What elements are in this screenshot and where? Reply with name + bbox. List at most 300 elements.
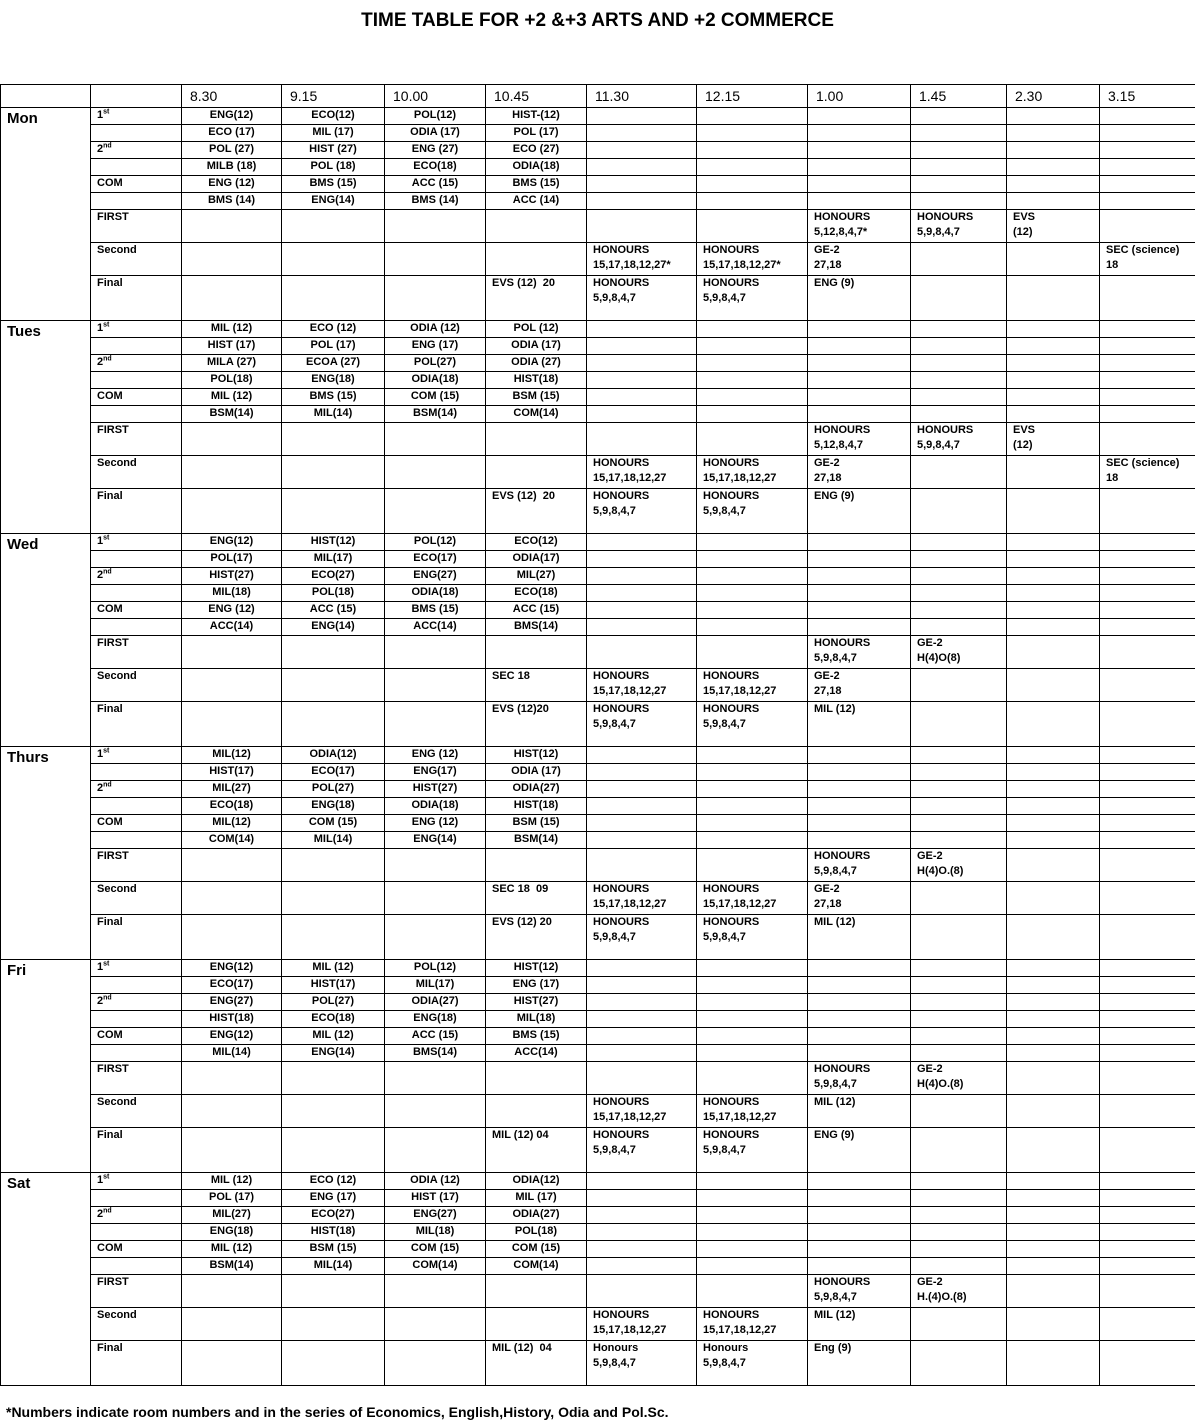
schedule-cell: HIST (27) (282, 142, 385, 159)
schedule-cell: MILA (27) (182, 355, 282, 372)
schedule-cell (385, 423, 486, 456)
table-row (1, 243, 1195, 276)
schedule-cell (1100, 159, 1195, 176)
schedule-cell (911, 585, 1007, 602)
schedule-cell (587, 1224, 697, 1241)
schedule-cell: ENG (12) (385, 815, 486, 832)
schedule-cell (587, 994, 697, 1011)
class-label: COM (91, 815, 182, 832)
schedule-cell (1100, 406, 1195, 423)
schedule-cell: HONOURS 15,17,18,12,27 (587, 882, 697, 915)
class-label (91, 125, 182, 142)
schedule-cell (911, 602, 1007, 619)
schedule-cell (808, 1258, 911, 1275)
table-row (1, 1341, 1195, 1386)
schedule-cell (911, 321, 1007, 338)
schedule-cell (697, 994, 808, 1011)
schedule-cell: ODIA (12) (385, 321, 486, 338)
schedule-cell (808, 1207, 911, 1224)
schedule-cell (1100, 602, 1195, 619)
schedule-cell: SEC (science) 18 (1100, 456, 1195, 489)
table-row (1, 372, 1195, 389)
schedule-cell: ECO(27) (282, 568, 385, 585)
schedule-cell: Honours 5,9,8,4,7 (697, 1341, 808, 1386)
schedule-cell: HIST(12) (486, 747, 587, 764)
schedule-cell: MIL(18) (486, 1011, 587, 1028)
day-label: Fri (1, 960, 91, 1173)
schedule-cell (697, 1062, 808, 1095)
schedule-cell: ECOA (27) (282, 355, 385, 372)
schedule-cell (385, 1095, 486, 1128)
schedule-cell: POL (18) (282, 159, 385, 176)
class-label: 1st (91, 1173, 182, 1190)
schedule-cell (1100, 276, 1195, 321)
schedule-cell (587, 1241, 697, 1258)
schedule-cell (587, 1045, 697, 1062)
schedule-cell (1007, 1275, 1100, 1308)
schedule-cell (911, 1190, 1007, 1207)
schedule-cell: POL(27) (282, 781, 385, 798)
schedule-cell (587, 764, 697, 781)
schedule-cell (911, 534, 1007, 551)
schedule-cell (1007, 994, 1100, 1011)
schedule-cell: GE-2 H(4)O.(8) (911, 1062, 1007, 1095)
schedule-cell (911, 1258, 1007, 1275)
table-row (1, 355, 1195, 372)
schedule-cell (1100, 764, 1195, 781)
schedule-cell (911, 389, 1007, 406)
schedule-cell: HIST(12) (282, 534, 385, 551)
schedule-cell (587, 960, 697, 977)
schedule-cell (1007, 568, 1100, 585)
schedule-cell (587, 338, 697, 355)
schedule-cell (697, 423, 808, 456)
schedule-cell (1100, 176, 1195, 193)
schedule-cell: ENG(12) (182, 534, 282, 551)
header-time: 11.30 (587, 85, 697, 108)
table-row (1, 1207, 1195, 1224)
schedule-cell (697, 585, 808, 602)
schedule-cell: GE-2 H(4)O.(8) (911, 849, 1007, 882)
schedule-cell: ODIA (17) (486, 338, 587, 355)
schedule-cell: HIST (17) (182, 338, 282, 355)
schedule-cell (1100, 1275, 1195, 1308)
schedule-cell: ODIA(27) (486, 781, 587, 798)
schedule-cell (1007, 1173, 1100, 1190)
page-title: TIME TABLE FOR +2 &+3 ARTS AND +2 COMMERCE (361, 10, 834, 31)
schedule-cell (385, 1308, 486, 1341)
schedule-cell: BSM (15) (486, 815, 587, 832)
schedule-cell (911, 1095, 1007, 1128)
table-row (1, 849, 1195, 882)
schedule-cell: ECO (12) (282, 1173, 385, 1190)
table-row (1, 389, 1195, 406)
schedule-cell: MILB (18) (182, 159, 282, 176)
schedule-cell (911, 747, 1007, 764)
schedule-cell: HONOURS 5,9,8,4,7 (587, 702, 697, 747)
schedule-cell (182, 210, 282, 243)
schedule-cell (182, 423, 282, 456)
class-label (91, 832, 182, 849)
schedule-cell (808, 142, 911, 159)
schedule-cell: MIL (12) (182, 1173, 282, 1190)
class-label: 2nd (91, 1207, 182, 1224)
schedule-cell: MIL (12) (808, 1308, 911, 1341)
table-row (1, 210, 1195, 243)
schedule-cell (697, 355, 808, 372)
schedule-cell (1100, 915, 1195, 960)
schedule-cell: POL(17) (182, 551, 282, 568)
schedule-cell (808, 534, 911, 551)
schedule-cell (1100, 1241, 1195, 1258)
schedule-cell: ECO(17) (182, 977, 282, 994)
schedule-cell (697, 1173, 808, 1190)
schedule-cell: ODIA (12) (385, 1173, 486, 1190)
schedule-cell: MIL(14) (282, 1258, 385, 1275)
schedule-cell (1007, 747, 1100, 764)
class-label (91, 764, 182, 781)
table-row (1, 193, 1195, 210)
schedule-cell: ODIA(17) (486, 551, 587, 568)
schedule-cell (1007, 1308, 1100, 1341)
schedule-cell: MIL(14) (282, 832, 385, 849)
schedule-cell (1100, 781, 1195, 798)
schedule-cell: ODIA(18) (385, 798, 486, 815)
schedule-cell: POL(12) (385, 534, 486, 551)
schedule-cell: Eng (9) (808, 1341, 911, 1386)
schedule-cell (182, 1128, 282, 1173)
schedule-cell (486, 1275, 587, 1308)
schedule-cell (1007, 159, 1100, 176)
schedule-cell (385, 1128, 486, 1173)
schedule-cell (697, 815, 808, 832)
schedule-cell (1007, 142, 1100, 159)
schedule-cell (1007, 193, 1100, 210)
schedule-cell (1100, 321, 1195, 338)
schedule-cell (1007, 702, 1100, 747)
schedule-cell (1007, 669, 1100, 702)
schedule-cell: ACC(14) (182, 619, 282, 636)
class-label: 2nd (91, 568, 182, 585)
schedule-cell: HIST(12) (486, 960, 587, 977)
schedule-cell: POL (17) (282, 338, 385, 355)
header-blank-day (1, 85, 91, 108)
schedule-cell (808, 832, 911, 849)
schedule-cell (808, 619, 911, 636)
schedule-cell (911, 882, 1007, 915)
schedule-cell (808, 1011, 911, 1028)
schedule-cell (697, 1258, 808, 1275)
schedule-cell (911, 193, 1007, 210)
schedule-cell: ODIA (17) (385, 125, 486, 142)
schedule-cell (1100, 1045, 1195, 1062)
class-label: Second (91, 882, 182, 915)
header-row (1, 85, 1195, 108)
schedule-cell (1007, 406, 1100, 423)
schedule-cell: EVS (12) 20 (486, 915, 587, 960)
schedule-cell (587, 619, 697, 636)
schedule-cell: POL(18) (486, 1224, 587, 1241)
schedule-cell: COM (15) (385, 1241, 486, 1258)
class-label: FIRST (91, 210, 182, 243)
schedule-cell: MIL(27) (182, 1207, 282, 1224)
schedule-cell: ACC(14) (486, 1045, 587, 1062)
schedule-cell: ENG (17) (486, 977, 587, 994)
schedule-cell: MIL (12) (808, 1095, 911, 1128)
schedule-cell (1100, 1258, 1195, 1275)
schedule-cell: MIL (12) (182, 1241, 282, 1258)
schedule-cell: HIST(17) (182, 764, 282, 781)
schedule-cell: BSM(14) (182, 406, 282, 423)
schedule-cell (808, 602, 911, 619)
schedule-cell (911, 977, 1007, 994)
schedule-cell (587, 1062, 697, 1095)
schedule-cell (282, 210, 385, 243)
schedule-cell (486, 849, 587, 882)
class-label: 2nd (91, 355, 182, 372)
footnote: *Numbers indicate room numbers and in the series of Economics, English,History, Odia and Pol.Sc. (6, 1404, 669, 1420)
schedule-cell (1007, 1011, 1100, 1028)
schedule-cell (697, 176, 808, 193)
schedule-cell (587, 977, 697, 994)
schedule-cell (1100, 423, 1195, 456)
schedule-cell (587, 159, 697, 176)
class-label: COM (91, 176, 182, 193)
schedule-cell: ENG(27) (182, 994, 282, 1011)
class-label: 2nd (91, 994, 182, 1011)
schedule-cell (1100, 815, 1195, 832)
schedule-cell: ENG(27) (385, 568, 486, 585)
schedule-cell (911, 815, 1007, 832)
schedule-cell (1007, 960, 1100, 977)
schedule-cell: ODIA (27) (486, 355, 587, 372)
schedule-cell: HONOURS 15,17,18,12,27 (697, 882, 808, 915)
schedule-cell (697, 321, 808, 338)
table-row (1, 142, 1195, 159)
schedule-cell (911, 1011, 1007, 1028)
schedule-cell (697, 977, 808, 994)
schedule-cell (911, 1241, 1007, 1258)
schedule-cell: HONOURS 5,9,8,4,7 (697, 702, 808, 747)
table-row (1, 108, 1195, 125)
schedule-cell: MIL(12) (182, 747, 282, 764)
schedule-cell (1100, 960, 1195, 977)
schedule-cell (1100, 636, 1195, 669)
class-label: COM (91, 1241, 182, 1258)
schedule-cell: POL(18) (182, 372, 282, 389)
table-row (1, 125, 1195, 142)
schedule-cell (911, 702, 1007, 747)
schedule-cell: BSM(14) (486, 832, 587, 849)
schedule-cell (385, 669, 486, 702)
schedule-cell (808, 1028, 911, 1045)
schedule-cell: HIST (17) (385, 1190, 486, 1207)
schedule-cell: ECO(18) (385, 159, 486, 176)
schedule-cell: HONOURS 5,9,8,4,7 (697, 276, 808, 321)
schedule-cell (1007, 321, 1100, 338)
schedule-cell: ECO(18) (486, 585, 587, 602)
table-row (1, 456, 1195, 489)
schedule-cell (1007, 1045, 1100, 1062)
schedule-cell (911, 406, 1007, 423)
class-label: COM (91, 389, 182, 406)
table-row (1, 585, 1195, 602)
schedule-cell (911, 915, 1007, 960)
schedule-cell: COM(14) (182, 832, 282, 849)
table-row (1, 321, 1195, 338)
schedule-cell: ODIA(18) (385, 372, 486, 389)
schedule-cell: MIL(18) (385, 1224, 486, 1241)
header-time: 10.00 (385, 85, 486, 108)
schedule-cell: HONOURS 15,17,18,12,27* (697, 243, 808, 276)
schedule-cell (697, 372, 808, 389)
schedule-cell: ACC (15) (385, 1028, 486, 1045)
table-row (1, 602, 1195, 619)
schedule-cell: ECO(17) (385, 551, 486, 568)
schedule-cell: GE-2 27,18 (808, 669, 911, 702)
schedule-cell (587, 1028, 697, 1045)
schedule-cell (808, 764, 911, 781)
schedule-cell (385, 489, 486, 534)
schedule-cell (1007, 1207, 1100, 1224)
schedule-cell (486, 1062, 587, 1095)
schedule-cell: HONOURS 5,9,8,4,7 (697, 489, 808, 534)
schedule-cell (587, 585, 697, 602)
schedule-cell (911, 372, 1007, 389)
schedule-cell: MIL(18) (182, 585, 282, 602)
schedule-cell (1007, 176, 1100, 193)
table-row (1, 1095, 1195, 1128)
schedule-cell (697, 568, 808, 585)
schedule-cell: MIL(14) (282, 406, 385, 423)
class-label: FIRST (91, 423, 182, 456)
class-label: Final (91, 702, 182, 747)
schedule-cell: Honours 5,9,8,4,7 (587, 1341, 697, 1386)
schedule-cell (1100, 372, 1195, 389)
schedule-cell: HONOURS 15,17,18,12,27 (697, 456, 808, 489)
schedule-cell: ENG(14) (282, 619, 385, 636)
schedule-cell: ENG (9) (808, 489, 911, 534)
schedule-cell: HIST-(12) (486, 108, 587, 125)
schedule-cell (1007, 915, 1100, 960)
class-label: Final (91, 1128, 182, 1173)
schedule-cell: ECO (17) (182, 125, 282, 142)
schedule-cell: EVS (12) (1007, 210, 1100, 243)
schedule-cell: ACC (15) (486, 602, 587, 619)
schedule-cell (911, 489, 1007, 534)
schedule-cell (697, 636, 808, 669)
schedule-cell (587, 849, 697, 882)
class-label (91, 338, 182, 355)
schedule-cell: ACC(14) (385, 619, 486, 636)
schedule-cell (1100, 1207, 1195, 1224)
table-row (1, 1275, 1195, 1308)
schedule-cell: BMS (15) (282, 389, 385, 406)
schedule-cell (808, 1224, 911, 1241)
schedule-cell: HIST(18) (282, 1224, 385, 1241)
schedule-cell: HONOURS 5,9,8,4,7 (808, 1275, 911, 1308)
table-row (1, 1258, 1195, 1275)
schedule-cell (808, 1045, 911, 1062)
schedule-cell: BMS (15) (282, 176, 385, 193)
class-label: Second (91, 1095, 182, 1128)
table-row (1, 781, 1195, 798)
schedule-cell: HONOURS 15,17,18,12,27 (587, 1095, 697, 1128)
schedule-cell (486, 1095, 587, 1128)
schedule-cell: HONOURS 5,9,8,4,7 (808, 1062, 911, 1095)
schedule-cell (697, 764, 808, 781)
schedule-cell: POL(12) (385, 960, 486, 977)
class-label (91, 619, 182, 636)
schedule-cell (1100, 193, 1195, 210)
schedule-cell (182, 1308, 282, 1341)
table-row (1, 551, 1195, 568)
schedule-cell (808, 321, 911, 338)
schedule-cell (1100, 1341, 1195, 1386)
schedule-cell: ECO(12) (486, 534, 587, 551)
schedule-cell (697, 108, 808, 125)
class-label (91, 372, 182, 389)
schedule-cell (587, 389, 697, 406)
schedule-cell (808, 406, 911, 423)
schedule-cell: MIL (12) (182, 321, 282, 338)
table-row (1, 1173, 1195, 1190)
schedule-cell: ACC (14) (486, 193, 587, 210)
schedule-cell (385, 915, 486, 960)
schedule-cell (808, 108, 911, 125)
schedule-cell: ENG(18) (385, 1011, 486, 1028)
schedule-cell (1007, 1258, 1100, 1275)
table-row (1, 176, 1195, 193)
schedule-cell (385, 1275, 486, 1308)
schedule-cell: ENG(17) (385, 764, 486, 781)
schedule-cell (1007, 489, 1100, 534)
schedule-cell: BSM (15) (282, 1241, 385, 1258)
schedule-cell: ODIA(27) (486, 1207, 587, 1224)
table-row (1, 882, 1195, 915)
table-row (1, 568, 1195, 585)
table-row (1, 619, 1195, 636)
schedule-cell (697, 125, 808, 142)
schedule-cell (1007, 781, 1100, 798)
day-label: Wed (1, 534, 91, 747)
class-label (91, 1190, 182, 1207)
class-label: COM (91, 602, 182, 619)
schedule-cell (697, 1241, 808, 1258)
schedule-cell (1007, 1128, 1100, 1173)
schedule-cell: ECO(27) (282, 1207, 385, 1224)
table-row (1, 669, 1195, 702)
schedule-cell: BMS (15) (486, 1028, 587, 1045)
schedule-cell: ENG (17) (282, 1190, 385, 1207)
schedule-cell: ENG (12) (182, 176, 282, 193)
schedule-cell: MIL(12) (182, 815, 282, 832)
table-row (1, 276, 1195, 321)
schedule-cell: HIST(17) (282, 977, 385, 994)
schedule-cell (808, 568, 911, 585)
class-label (91, 798, 182, 815)
class-label: COM (91, 1028, 182, 1045)
schedule-cell (1007, 534, 1100, 551)
schedule-cell: MIL (12) (282, 960, 385, 977)
schedule-cell (587, 406, 697, 423)
schedule-cell: ENG(18) (282, 798, 385, 815)
schedule-cell (587, 372, 697, 389)
schedule-cell (385, 276, 486, 321)
schedule-cell (587, 210, 697, 243)
schedule-cell (1007, 372, 1100, 389)
schedule-cell (1007, 338, 1100, 355)
